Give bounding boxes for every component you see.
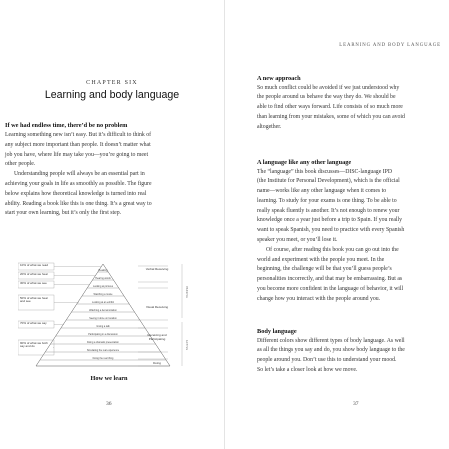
body-line: knowledge once a year just before a trip to Spain. If you really xyxy=(257,217,403,224)
body-line: able to find other ways forward. Life consists of so much more xyxy=(257,104,403,111)
pyramid-tier: Looking at pictures xyxy=(92,284,114,288)
body-line: Of course, after reading this book you can go out into the xyxy=(266,246,399,253)
body-line: other people. xyxy=(5,161,36,168)
pyramid-tier: Hearing words xyxy=(95,276,111,280)
pyramid-left-label: 10% of what we read xyxy=(20,262,49,267)
running-head: LEARNING AND BODY LANGUAGE xyxy=(339,43,441,48)
chapter-label: CHAPTER SIX xyxy=(86,80,138,86)
body-line: Different colors show different types of body language. As well xyxy=(257,337,405,344)
pyramid-tier: Giving a talk xyxy=(96,324,110,328)
body-line: ability. Reading a book like this is one thing. It’s a great way to xyxy=(5,200,152,207)
body-line: than learning from your mistakes, some of which you can avoid xyxy=(257,113,405,120)
body-line: speaker you meet, or you’ll lose it. xyxy=(257,237,338,244)
body-line: you become more confident in the language of behavior, it will xyxy=(257,286,404,293)
body-line: So let’s take a closer look at how we move. xyxy=(257,366,358,373)
body-line: name—works like any other language when it comes to xyxy=(257,188,387,195)
left-body-text xyxy=(5,131,220,219)
diagram-caption: How we learn xyxy=(90,375,128,382)
body-line: people around you. Don’t use this to understand your mood. xyxy=(257,357,397,364)
pyramid-tier: Participating in a discussion xyxy=(88,332,118,336)
body-line: learning. To study for your exams is one thing. To be able to xyxy=(257,197,397,204)
body-line: Understanding people will always be an essential part in xyxy=(14,171,145,178)
body-line: So much conflict could be avoided if we just understood why xyxy=(257,84,400,91)
right-section-1-text xyxy=(257,84,447,133)
pyramid-tier: Watching a demonstration xyxy=(89,308,117,312)
pyramid-left-label: 20% of what we hear xyxy=(20,271,49,276)
pyramid-tier: Watching a movie xyxy=(93,292,113,296)
pyramid-right-label: Receiving and Participating xyxy=(147,333,167,341)
body-line: as all the things you say and do, you show body language to the xyxy=(257,347,405,354)
page-number-left: 36 xyxy=(106,401,112,407)
body-line: the people around us behave the way they do. We should be xyxy=(257,94,396,101)
body-line: Learning something new isn’t easy. But it’s difficult to think of xyxy=(5,132,152,138)
right-page xyxy=(225,0,449,449)
pyramid-right-label: Doing xyxy=(153,360,161,365)
right-section-3-text xyxy=(257,337,447,376)
section-heading-language: A language like any other language xyxy=(257,159,352,166)
pyramid-tier: Simulating the real experience xyxy=(86,348,120,352)
pyramid-left-label: 30% of what we see xyxy=(20,280,47,285)
body-line: job you have, where life may take you—you’re going to meet xyxy=(5,151,149,158)
body-line: any subject more important than people. It doesn’t matter what xyxy=(5,141,151,148)
pyramid-tier: Doing the real thing xyxy=(92,356,114,360)
body-line: beginning, the challenge will be that you’ll guess people’s xyxy=(257,266,392,273)
active-label: ACTIVE xyxy=(185,340,188,351)
section-heading-body-language: Body language xyxy=(257,328,297,335)
pyramid-left-label: 90% of what we both say and do xyxy=(20,340,48,349)
body-line: change how you interact with the people around you. xyxy=(257,295,381,302)
pyramid-right-label: Verbal Receiving xyxy=(145,266,169,271)
body-line: altogether. xyxy=(257,123,282,130)
section-heading-endless-time: If we had endless time, there’d be no problem xyxy=(5,122,128,129)
body-line: (the Institute for Personal Development), which is the official xyxy=(257,178,400,185)
body-line: want to speak Spanish, you need to practice with every Spanish xyxy=(257,227,405,234)
body-line: personalities incorrectly, and that may be embarrassing. But as xyxy=(257,276,403,283)
page-number-right: 37 xyxy=(353,401,359,407)
body-line: really speak fluently is another. It’s not enough to renew your xyxy=(257,207,400,214)
passive-label: PASSIVE xyxy=(185,286,188,299)
pyramid-tier: Doing a dramatic presentation xyxy=(87,340,119,344)
pyramid-tier: Reading xyxy=(98,269,108,272)
right-section-2-text xyxy=(257,168,447,305)
body-line: below explains how theoretical knowledge is turned into real xyxy=(5,190,147,197)
body-line: The “language” this book discusses—DISC-language IPD xyxy=(257,168,393,175)
pyramid-left-label: 50% of what we hear and see xyxy=(20,295,49,304)
chapter-title: Learning and body language xyxy=(44,89,180,101)
how-we-learn-diagram xyxy=(18,262,200,382)
pyramid-left-label: 70% of what we say xyxy=(20,320,47,325)
section-heading-new-approach: A new approach xyxy=(257,75,301,82)
body-line: start your own learning, but it’s only the first step. xyxy=(5,210,122,217)
left-page xyxy=(0,0,224,449)
body-line: world and experiment with the people you meet. In the xyxy=(257,256,385,263)
pyramid-right-label: Visual Receiving xyxy=(145,305,169,309)
body-line: achieving your goals in life as smoothly as possible. The figure xyxy=(5,180,152,187)
pyramid-tier: Looking at an exhibit xyxy=(92,300,114,304)
pyramid-tier: Seeing it done on location xyxy=(89,316,117,320)
